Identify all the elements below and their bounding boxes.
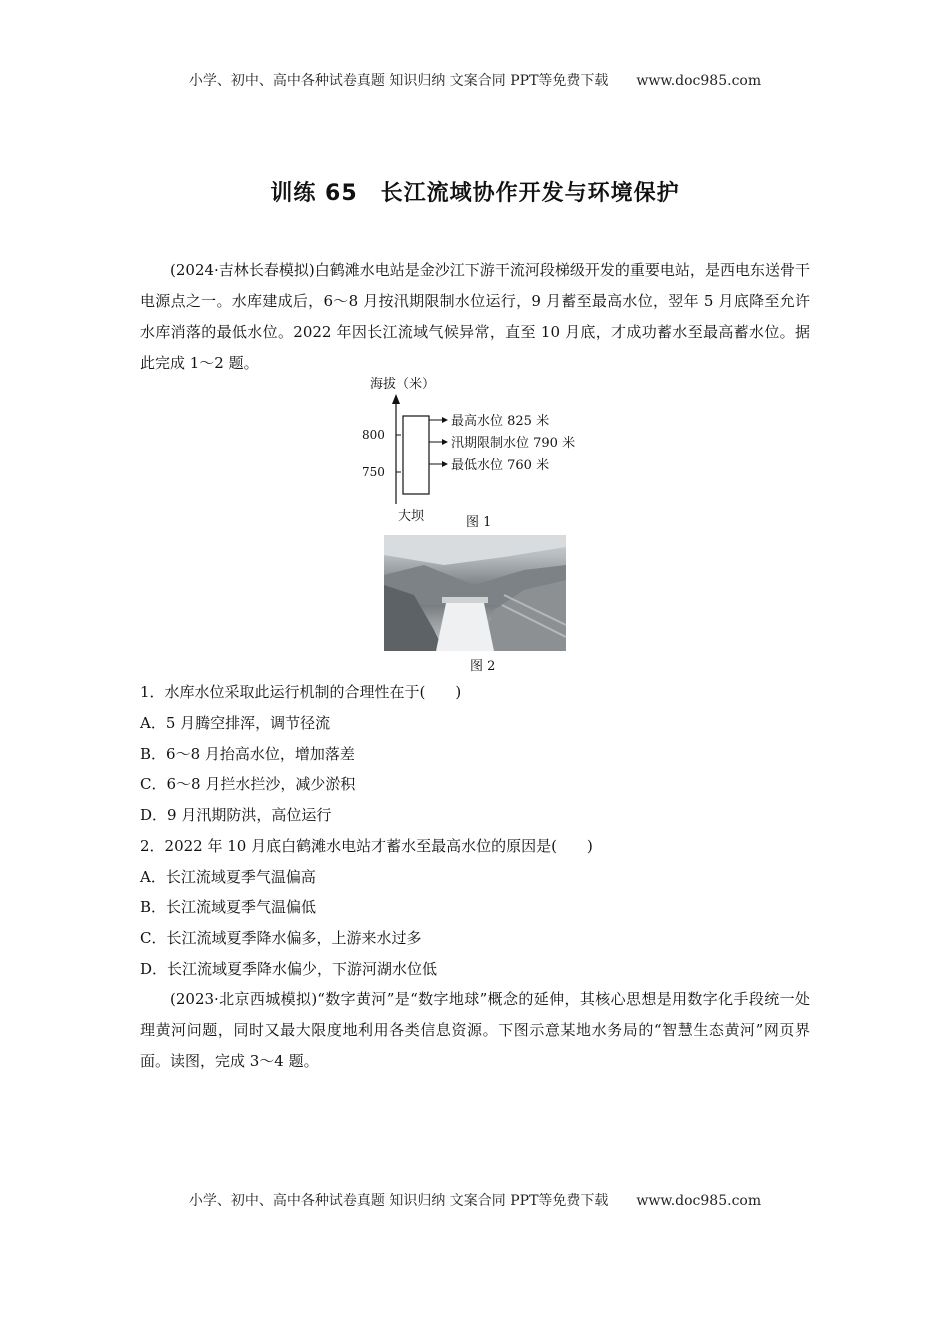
question-1-option-b: B．6～8 月抬高水位，增加落差: [140, 745, 355, 763]
label-max-level: 最高水位 825 米: [451, 414, 550, 429]
header-text: 小学、初中、高中各种试卷真题 知识归纳 文案合同 PPT等免费下载: [188, 73, 609, 89]
label-flood-limit-level: 汛期限制水位 790 米: [451, 436, 576, 451]
dam-photo-illustration: [384, 535, 566, 651]
intro-paragraph-1: (2024·吉林长春模拟)白鹤滩水电站是金沙江下游干流河段梯级开发的重要电站，是西电东送骨干电源点之一。水库建成后，6～8 月按汛期限制水位运行，9 月蓄至最高水位，翌年 5 月底降至允许水库消落的最低水位。2022 年因长江流域气候异常，直至 10 月底，才成功蓄水至最高蓄水位。据此完成 1～2 题。: [140, 261, 810, 372]
footer-site: www.doc985.com: [636, 1193, 762, 1209]
footer-text: 小学、初中、高中各种试卷真题 知识归纳 文案合同 PPT等免费下载: [188, 1193, 609, 1209]
arrow-head-icon: [442, 461, 448, 467]
intro-paragraph-2: (2023·北京西城模拟)“数字黄河”是“数字地球”概念的延伸，其核心思想是用数字化手段统一处理黄河问题，同时又最大限度地利用各类信息资源。下图示意某地水务局的“智慧生态黄河”网页界面。读图，完成 3～4 题。: [140, 990, 810, 1070]
figure-2-dam-photo: [384, 535, 566, 651]
figure-1-water-level-diagram: [358, 374, 608, 524]
arrow-head-icon: [442, 439, 448, 445]
question-2-option-a: A．长江流域夏季气温偏高: [140, 868, 316, 886]
question-2-stem: 2．2022 年 10 月底白鹤滩水电站才蓄水至最高水位的原因是( ): [140, 837, 593, 855]
header-site: www.doc985.com: [636, 73, 762, 89]
question-1-option-c: C．6～8 月拦水拦沙，减少淤积: [140, 775, 356, 793]
page-header: [0, 70, 950, 90]
figure-1-caption: 图 1: [466, 515, 492, 530]
axis-label: 海拔（米）: [370, 377, 436, 392]
page-title: 训练 65 长江流域协作开发与环境保护: [270, 181, 680, 206]
question-2-option-c: C．长江流域夏季降水偏多，上游来水过多: [140, 929, 422, 947]
arrow-head-icon: [442, 417, 448, 423]
question-1-option-a: A．5 月腾空排浑，调节径流: [140, 714, 331, 732]
figure-2-caption: 图 2: [470, 659, 496, 674]
question-2-option-b: B．长江流域夏季气温偏低: [140, 898, 317, 916]
question-2-option-d: D．长江流域夏季降水偏少，下游河湖水位低: [140, 960, 438, 978]
tick-label-750: 750: [362, 465, 385, 479]
label-min-level: 最低水位 760 米: [451, 458, 550, 473]
dam-label: 大坝: [398, 509, 425, 524]
page-footer: [0, 1190, 950, 1210]
axis-arrow-icon: [392, 394, 400, 404]
tick-label-800: 800: [362, 428, 385, 442]
dam-block: [403, 416, 429, 494]
question-1-stem: 1．水库水位采取此运行机制的合理性在于( ): [140, 683, 462, 701]
question-1-option-d: D．9 月汛期防洪，高位运行: [140, 806, 332, 824]
